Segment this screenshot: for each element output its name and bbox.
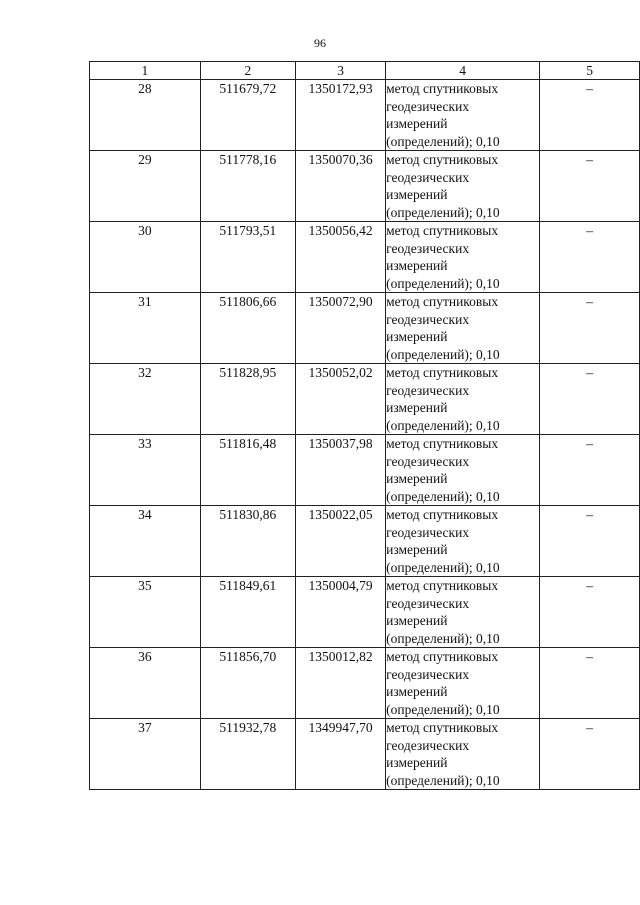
note-cell: – — [540, 577, 640, 648]
y-coordinate-cell: 1350004,79 — [296, 577, 386, 648]
x-coordinate-cell: 511932,78 — [200, 719, 295, 790]
x-coordinate-cell: 511806,66 — [200, 293, 295, 364]
method-cell: метод спутниковых геодезических измерений (определений); 0,10 — [386, 435, 540, 506]
y-coordinate-cell: 1350070,36 — [296, 151, 386, 222]
table-row — [90, 719, 640, 790]
note-cell: – — [540, 151, 640, 222]
y-coordinate-cell: 1349947,70 — [296, 719, 386, 790]
method-cell: метод спутниковых геодезических измерений (определений); 0,10 — [386, 222, 540, 293]
y-coordinate-cell: 1350172,93 — [296, 80, 386, 151]
table-row — [90, 151, 640, 222]
x-coordinate-cell: 511778,16 — [200, 151, 295, 222]
method-cell: метод спутниковых геодезических измерений (определений); 0,10 — [386, 506, 540, 577]
point-number-cell: 37 — [90, 719, 201, 790]
column-header: 3 — [296, 62, 386, 80]
page-number: 96 — [314, 36, 326, 50]
x-coordinate-cell: 511830,86 — [200, 506, 295, 577]
method-cell: метод спутниковых геодезических измерений (определений); 0,10 — [386, 80, 540, 151]
table-row — [90, 435, 640, 506]
method-cell: метод спутниковых геодезических измерений (определений); 0,10 — [386, 293, 540, 364]
note-cell: – — [540, 80, 640, 151]
note-cell: – — [540, 293, 640, 364]
table-row — [90, 648, 640, 719]
note-cell: – — [540, 719, 640, 790]
note-cell: – — [540, 222, 640, 293]
method-cell: метод спутниковых геодезических измерений (определений); 0,10 — [386, 648, 540, 719]
table-row — [90, 80, 640, 151]
note-cell: – — [540, 506, 640, 577]
point-number-cell: 33 — [90, 435, 201, 506]
y-coordinate-cell: 1350056,42 — [296, 222, 386, 293]
table-row — [90, 506, 640, 577]
coordinates-table — [89, 61, 640, 790]
column-header: 2 — [200, 62, 295, 80]
note-cell: – — [540, 364, 640, 435]
table-row — [90, 577, 640, 648]
point-number-cell: 34 — [90, 506, 201, 577]
table-row — [90, 364, 640, 435]
method-cell: метод спутниковых геодезических измерений (определений); 0,10 — [386, 577, 540, 648]
x-coordinate-cell: 511828,95 — [200, 364, 295, 435]
column-header: 5 — [540, 62, 640, 80]
point-number-cell: 35 — [90, 577, 201, 648]
y-coordinate-cell: 1350022,05 — [296, 506, 386, 577]
table-row — [90, 293, 640, 364]
x-coordinate-cell: 511793,51 — [200, 222, 295, 293]
method-cell: метод спутниковых геодезических измерений (определений); 0,10 — [386, 364, 540, 435]
x-coordinate-cell: 511679,72 — [200, 80, 295, 151]
y-coordinate-cell: 1350012,82 — [296, 648, 386, 719]
point-number-cell: 32 — [90, 364, 201, 435]
method-cell: метод спутниковых геодезических измерений (определений); 0,10 — [386, 719, 540, 790]
column-header: 4 — [386, 62, 540, 80]
point-number-cell: 29 — [90, 151, 201, 222]
point-number-cell: 31 — [90, 293, 201, 364]
note-cell: – — [540, 435, 640, 506]
point-number-cell: 30 — [90, 222, 201, 293]
y-coordinate-cell: 1350052,02 — [296, 364, 386, 435]
table-row — [90, 222, 640, 293]
note-cell: – — [540, 648, 640, 719]
y-coordinate-cell: 1350037,98 — [296, 435, 386, 506]
y-coordinate-cell: 1350072,90 — [296, 293, 386, 364]
point-number-cell: 28 — [90, 80, 201, 151]
method-cell: метод спутниковых геодезических измерений (определений); 0,10 — [386, 151, 540, 222]
column-header: 1 — [90, 62, 201, 80]
x-coordinate-cell: 511849,61 — [200, 577, 295, 648]
x-coordinate-cell: 511816,48 — [200, 435, 295, 506]
table-header-row — [90, 62, 640, 80]
x-coordinate-cell: 511856,70 — [200, 648, 295, 719]
point-number-cell: 36 — [90, 648, 201, 719]
